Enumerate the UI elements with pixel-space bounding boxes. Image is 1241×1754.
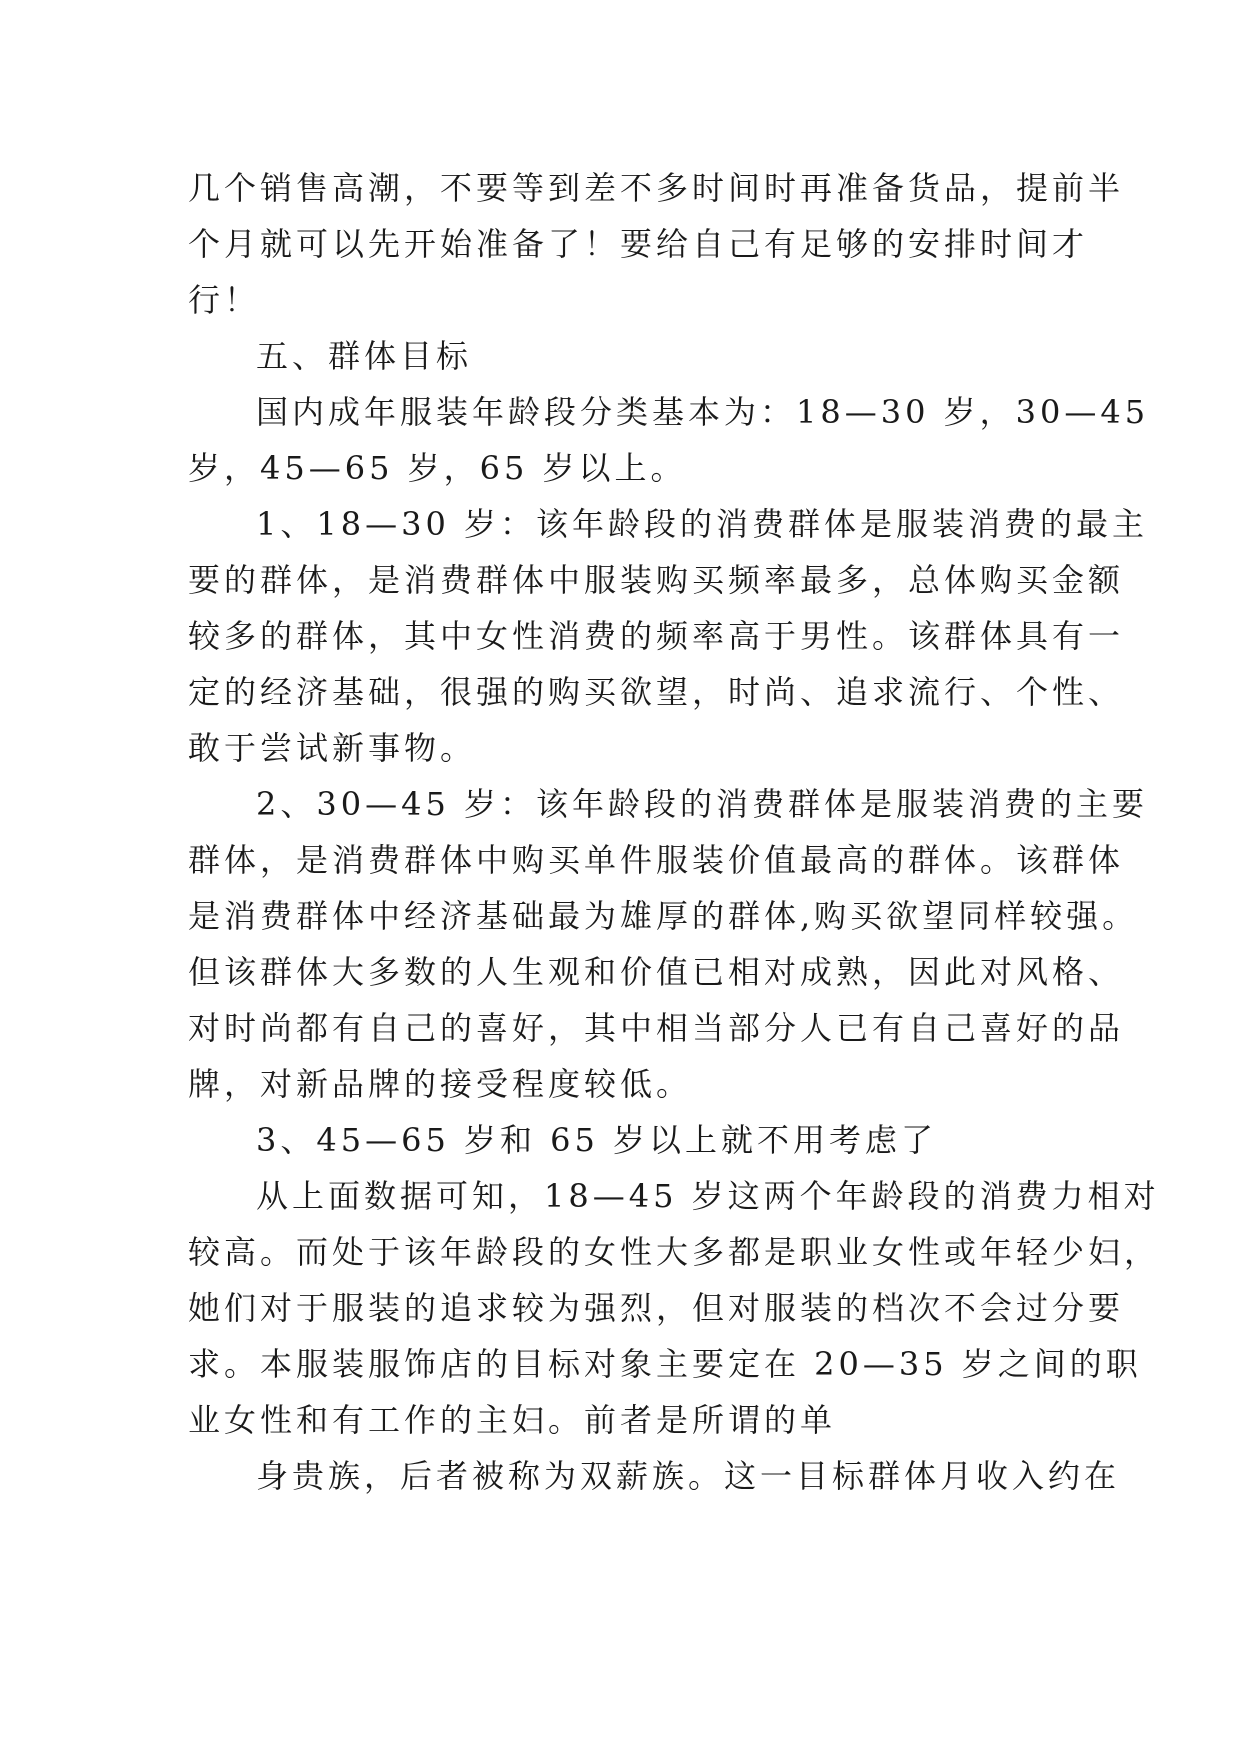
text-line: 牌，对新品牌的接受程度较低。	[188, 1065, 693, 1103]
text-line: 求。本服装服饰店的目标对象主要定在 20—35 岁之间的职	[188, 1345, 1142, 1383]
paragraph-age-30-45	[188, 776, 1148, 1112]
text-line: 1、18—30 岁：该年龄段的消费群体是服装消费的最主	[256, 505, 1148, 543]
text-line: 岁，45—65 岁，65 岁以上。	[188, 449, 687, 487]
text-line: 个月就可以先开始准备了！要给自己有足够的安排时间才	[188, 225, 1089, 263]
paragraph-age-classification	[188, 384, 1150, 496]
text-line: 定的经济基础，很强的购买欲望，时尚、追求流行、个性、	[188, 673, 1125, 711]
paragraph-age-18-30	[188, 496, 1148, 776]
text-line: 身贵族，后者被称为双薪族。这一目标群体月收入约在	[256, 1457, 1121, 1495]
paragraph-income	[188, 1448, 1121, 1504]
text-line: 几个销售高潮，不要等到差不多时间时再准备货品，提前半	[188, 169, 1125, 207]
text-line: 敢于尝试新事物。	[188, 729, 477, 767]
text-line: 她们对于服装的追求较为强烈，但对服装的档次不会过分要	[188, 1289, 1125, 1327]
text-line: 较高。而处于该年龄段的女性大多都是职业女性或年轻少妇，	[188, 1233, 1161, 1271]
text-line: 从上面数据可知，18—45 岁这两个年龄段的消费力相对	[256, 1177, 1160, 1215]
heading-text: 五、群体目标	[256, 337, 473, 375]
text-line: 行！	[188, 281, 261, 319]
text-line: 较多的群体，其中女性消费的频率高于男性。该群体具有一	[188, 617, 1125, 655]
text-line: 国内成年服装年龄段分类基本为：18—30 岁，30—45	[256, 393, 1150, 431]
section-heading-target-group	[188, 328, 1068, 384]
paragraph-age-45-plus	[188, 1112, 1068, 1168]
text-line: 群体，是消费群体中购买单件服装价值最高的群体。该群体	[188, 841, 1125, 879]
text-line: 2、30—45 岁：该年龄段的消费群体是服装消费的主要	[256, 785, 1148, 823]
text-line: 3、45—65 岁和 65 岁以上就不用考虑了	[256, 1121, 938, 1159]
text-line: 但该群体大多数的人生观和价值已相对成熟，因此对风格、	[188, 953, 1125, 991]
paragraph-conclusion	[188, 1168, 1161, 1448]
text-line: 要的群体，是消费群体中服装购买频率最多，总体购买金额	[188, 561, 1125, 599]
text-line: 业女性和有工作的主妇。前者是所谓的单	[188, 1401, 837, 1439]
text-line: 对时尚都有自己的喜好，其中相当部分人已有自己喜好的品	[188, 1009, 1125, 1047]
document-body	[188, 160, 1161, 1504]
text-line: 是消费群体中经济基础最为雄厚的群体,购买欲望同样较强。	[188, 897, 1139, 935]
paragraph-sales-peaks	[188, 160, 1125, 328]
